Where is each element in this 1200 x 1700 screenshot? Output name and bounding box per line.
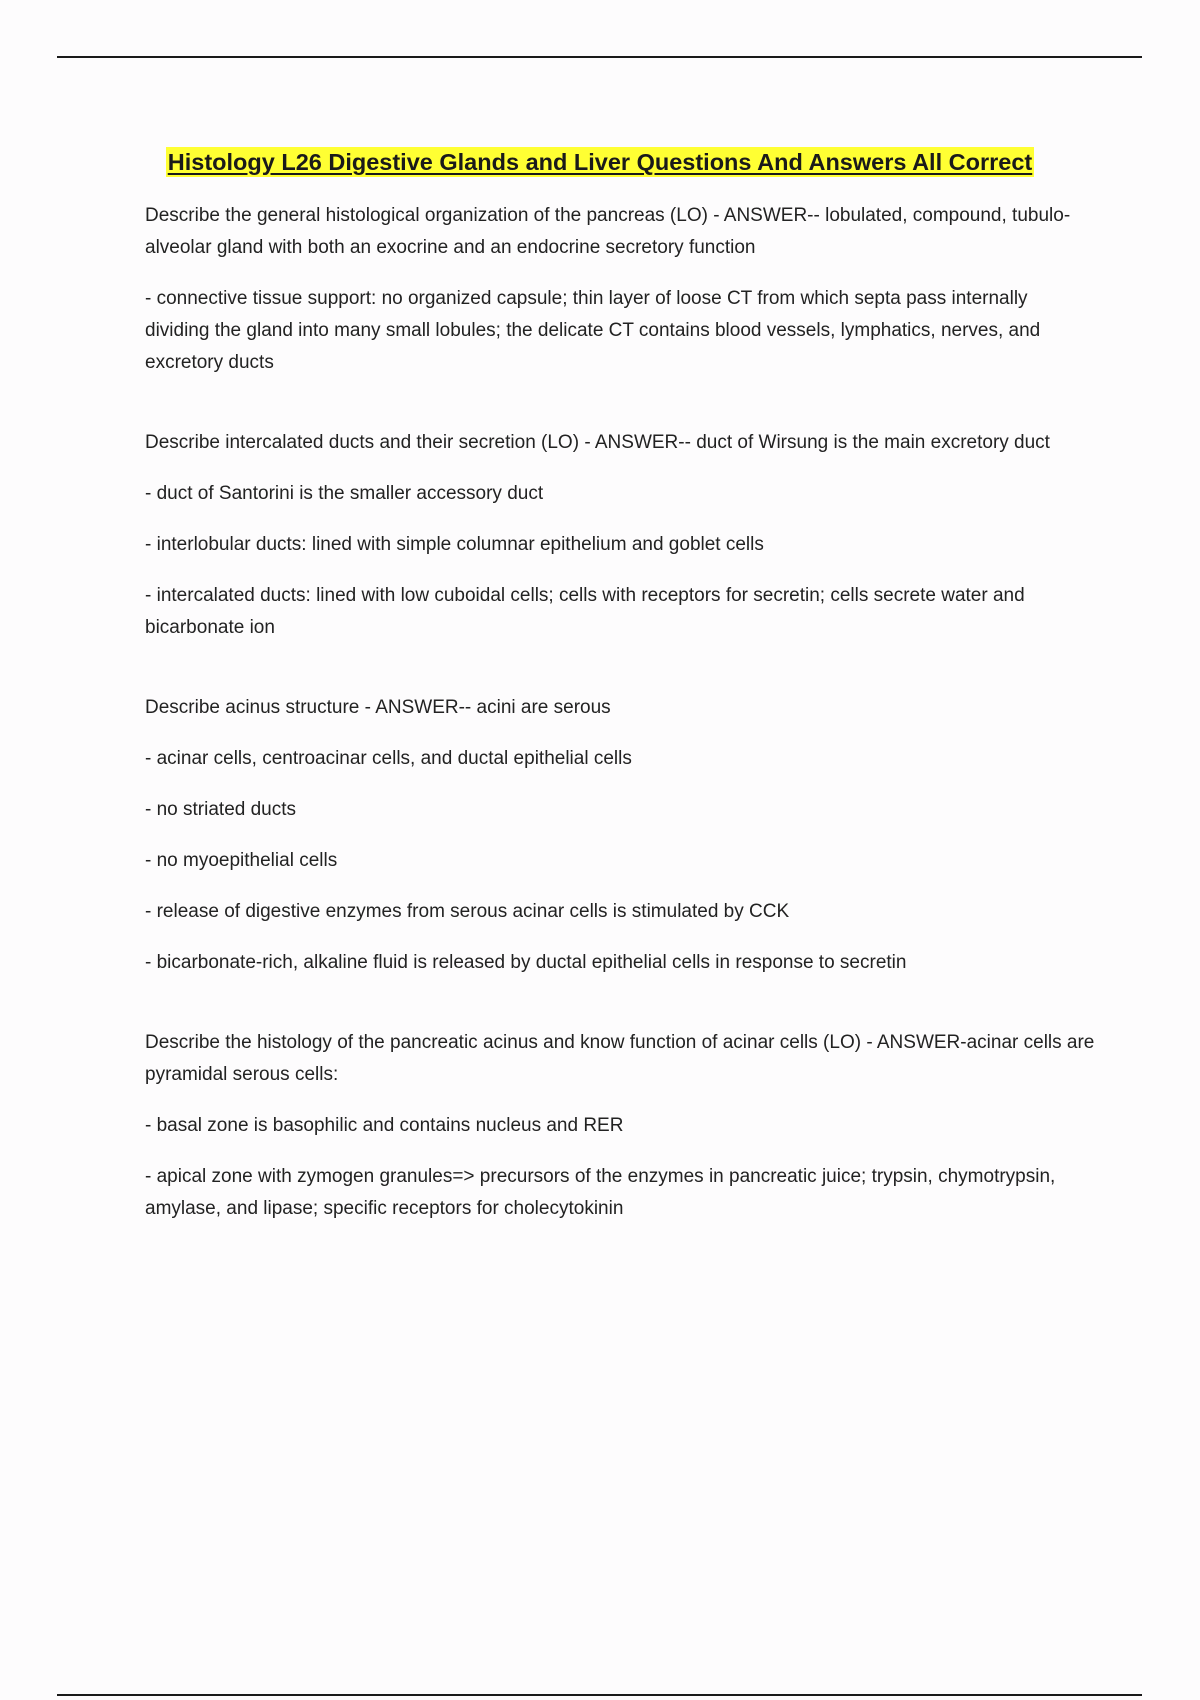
answer-detail: - acinar cells, centroacinar cells, and ductal epithelial cells: [145, 748, 632, 769]
answer-detail: - connective tissue support: no organized capsule; thin layer of loose CT from which septa pass internally dividing the gland into many small lobules; the delicate CT contains blood vessels, lymphatics, nerves, and excretory ducts: [145, 288, 1041, 373]
answer-detail: - interlobular ducts: lined with simple columnar epithelium and goblet cells: [145, 534, 764, 555]
question-answer: Describe acinus structure - ANSWER-- acini are serous: [145, 697, 611, 718]
header-rule: [57, 56, 1142, 58]
answer-detail: - no myoepithelial cells: [145, 850, 338, 871]
qa-section: [145, 200, 1095, 379]
qa-section: [145, 692, 1095, 979]
title-container: [0, 147, 1200, 177]
qa-section: [145, 427, 1095, 644]
answer-detail: - intercalated ducts: lined with low cuboidal cells; cells with receptors for secretin; cells secrete water and bicarbonate ion: [145, 585, 1025, 638]
footer-rule: [57, 1694, 1142, 1696]
document-body: [145, 200, 1095, 1273]
question-answer: Describe the general histological organization of the pancreas (LO) - ANSWER-- lobulated, compound, tubulo-alveolar gland with both an exocrine and an endocrine secretory function: [145, 205, 1071, 258]
answer-detail: - no striated ducts: [145, 799, 297, 820]
qa-section: [145, 1027, 1095, 1225]
answer-detail: - release of digestive enzymes from serous acinar cells is stimulated by CCK: [145, 901, 790, 922]
question-answer: Describe the histology of the pancreatic acinus and know function of acinar cells (LO) - ANSWER-acinar cells are pyramidal serous cells:: [145, 1032, 1095, 1085]
document-title: Histology L26 Digestive Glands and Liver Questions And Answers All Correct: [167, 149, 1033, 175]
answer-detail: - duct of Santorini is the smaller accessory duct: [145, 483, 544, 504]
answer-detail: - bicarbonate-rich, alkaline fluid is released by ductal epithelial cells in response to secretin: [145, 952, 907, 973]
answer-detail: - apical zone with zymogen granules=> precursors of the enzymes in pancreatic juice; trypsin, chymotrypsin, amylase, and lipase; specific receptors for cholecytokinin: [145, 1166, 1056, 1219]
question-answer: Describe intercalated ducts and their secretion (LO) - ANSWER-- duct of Wirsung is the main excretory duct: [145, 432, 1050, 453]
answer-detail: - basal zone is basophilic and contains nucleus and RER: [145, 1115, 624, 1136]
